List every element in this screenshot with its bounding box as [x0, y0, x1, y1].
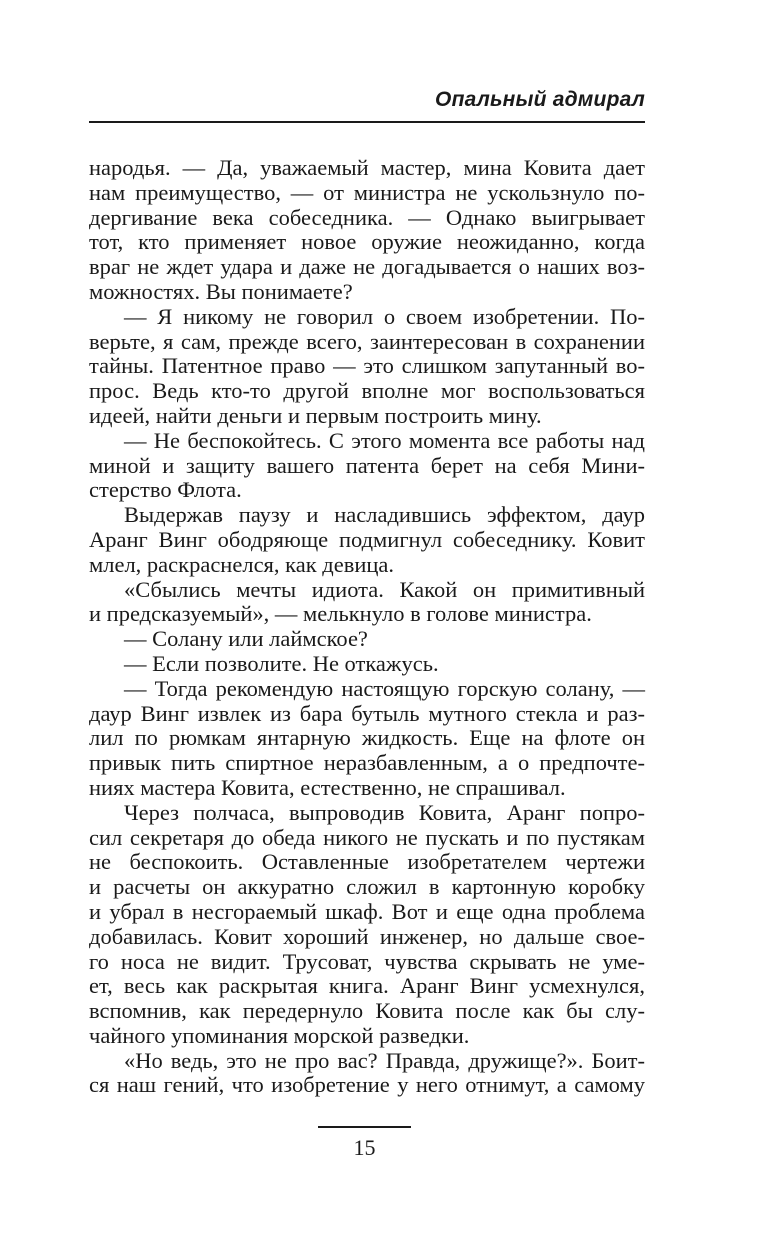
- text-line: дергивание века собеседника. — Однако выигрывает: [89, 204, 645, 230]
- text-line: привык пить спиртное неразбавленным, а о предпочте-: [89, 750, 645, 776]
- text-line: ся наш гений, что изобретение у него отнимут, а самому: [89, 1072, 645, 1098]
- text-line: стерство Флота.: [89, 477, 242, 503]
- text-line: идеей, найти деньги и первым построить мину.: [89, 402, 542, 428]
- text-line: вспомнив, как передернуло Ковита после как бы слу-: [89, 998, 645, 1024]
- text-line: нам преимущество, — от министра не ускользнуло по-: [89, 179, 645, 205]
- text-line: добавилась. Ковит хороший инженер, но дальше свое-: [89, 923, 645, 949]
- header-rule: [89, 121, 645, 123]
- text-line: враг не ждет удара и даже не догадывается о наших воз-: [89, 254, 645, 280]
- text-line: и расчеты он аккуратно сложил в картонную коробку: [89, 874, 645, 900]
- text-line: сил секретаря до обеда никого не пускать и по пустякам: [89, 824, 645, 850]
- text-line: и предсказуемый», — мелькнуло в голове министра.: [89, 601, 592, 627]
- text-line: чайного упоминания морской разведки.: [89, 1022, 470, 1048]
- text-line: «Но ведь, это не про вас? Правда, дружище?». Боит-: [124, 1047, 645, 1073]
- text-line: Аранг Винг ободряюще подмигнул собеседнику. Ковит: [89, 526, 645, 552]
- text-line: — Солану или лаймское?: [124, 626, 368, 652]
- running-head: Опальный адмирал: [435, 88, 645, 111]
- page-number: 15: [353, 1135, 376, 1160]
- text-line: прос. Ведь кто-то другой вполне мог воспользоваться: [89, 378, 645, 404]
- body-text: [89, 156, 645, 1098]
- text-line: го носа не видит. Трусоват, чувства скрывать не уме-: [89, 948, 645, 974]
- text-line: народья. — Да, уважаемый мастер, мина Ковита дает: [89, 155, 645, 180]
- text-line: — Если позволите. Не откажусь.: [124, 650, 439, 676]
- text-line: не беспокоить. Оставленные изобретателем чертежи: [89, 849, 645, 875]
- text-line: ниях мастера Ковита, естественно, не спрашивал.: [89, 774, 566, 800]
- footer-rule: [318, 1126, 411, 1128]
- text-line: миной и защиту вашего патента берет на себя Мини-: [89, 452, 645, 478]
- text-line: — Я никому не говорил о своем изобретении. По-: [124, 303, 645, 329]
- text-line: Выдержав паузу и насладившись эффектом, даур: [124, 502, 645, 528]
- text-line: можностях. Вы понимаете?: [89, 278, 353, 304]
- text-line: — Тогда рекомендую настоящую горскую солану, —: [124, 675, 645, 701]
- text-line: даур Винг извлек из бара бутыль мутного стекла и раз-: [89, 700, 645, 726]
- text-line: верьте, я сам, прежде всего, заинтересован в сохранении: [89, 328, 645, 354]
- text-line: тайны. Патентное право — это слишком запутанный во-: [89, 353, 645, 379]
- text-line: — Не беспокойтесь. С этого момента все работы над: [124, 427, 645, 453]
- text-line: тот, кто применяет новое оружие неожиданно, когда: [89, 229, 645, 255]
- text-line: ет, весь как раскрытая книга. Аранг Винг усмехнулся,: [89, 973, 645, 999]
- text-line: и убрал в несгораемый шкаф. Вот и еще одна проблема: [89, 898, 645, 924]
- text-line: Через полчаса, выпроводив Ковита, Аранг попро-: [124, 799, 645, 825]
- text-line: «Сбылись мечты идиота. Какой он примитивный: [124, 576, 645, 602]
- text-line: лил по рюмкам янтарную жидкость. Еще на флоте он: [89, 725, 645, 751]
- text-line: млел, раскраснелся, как девица.: [89, 551, 395, 577]
